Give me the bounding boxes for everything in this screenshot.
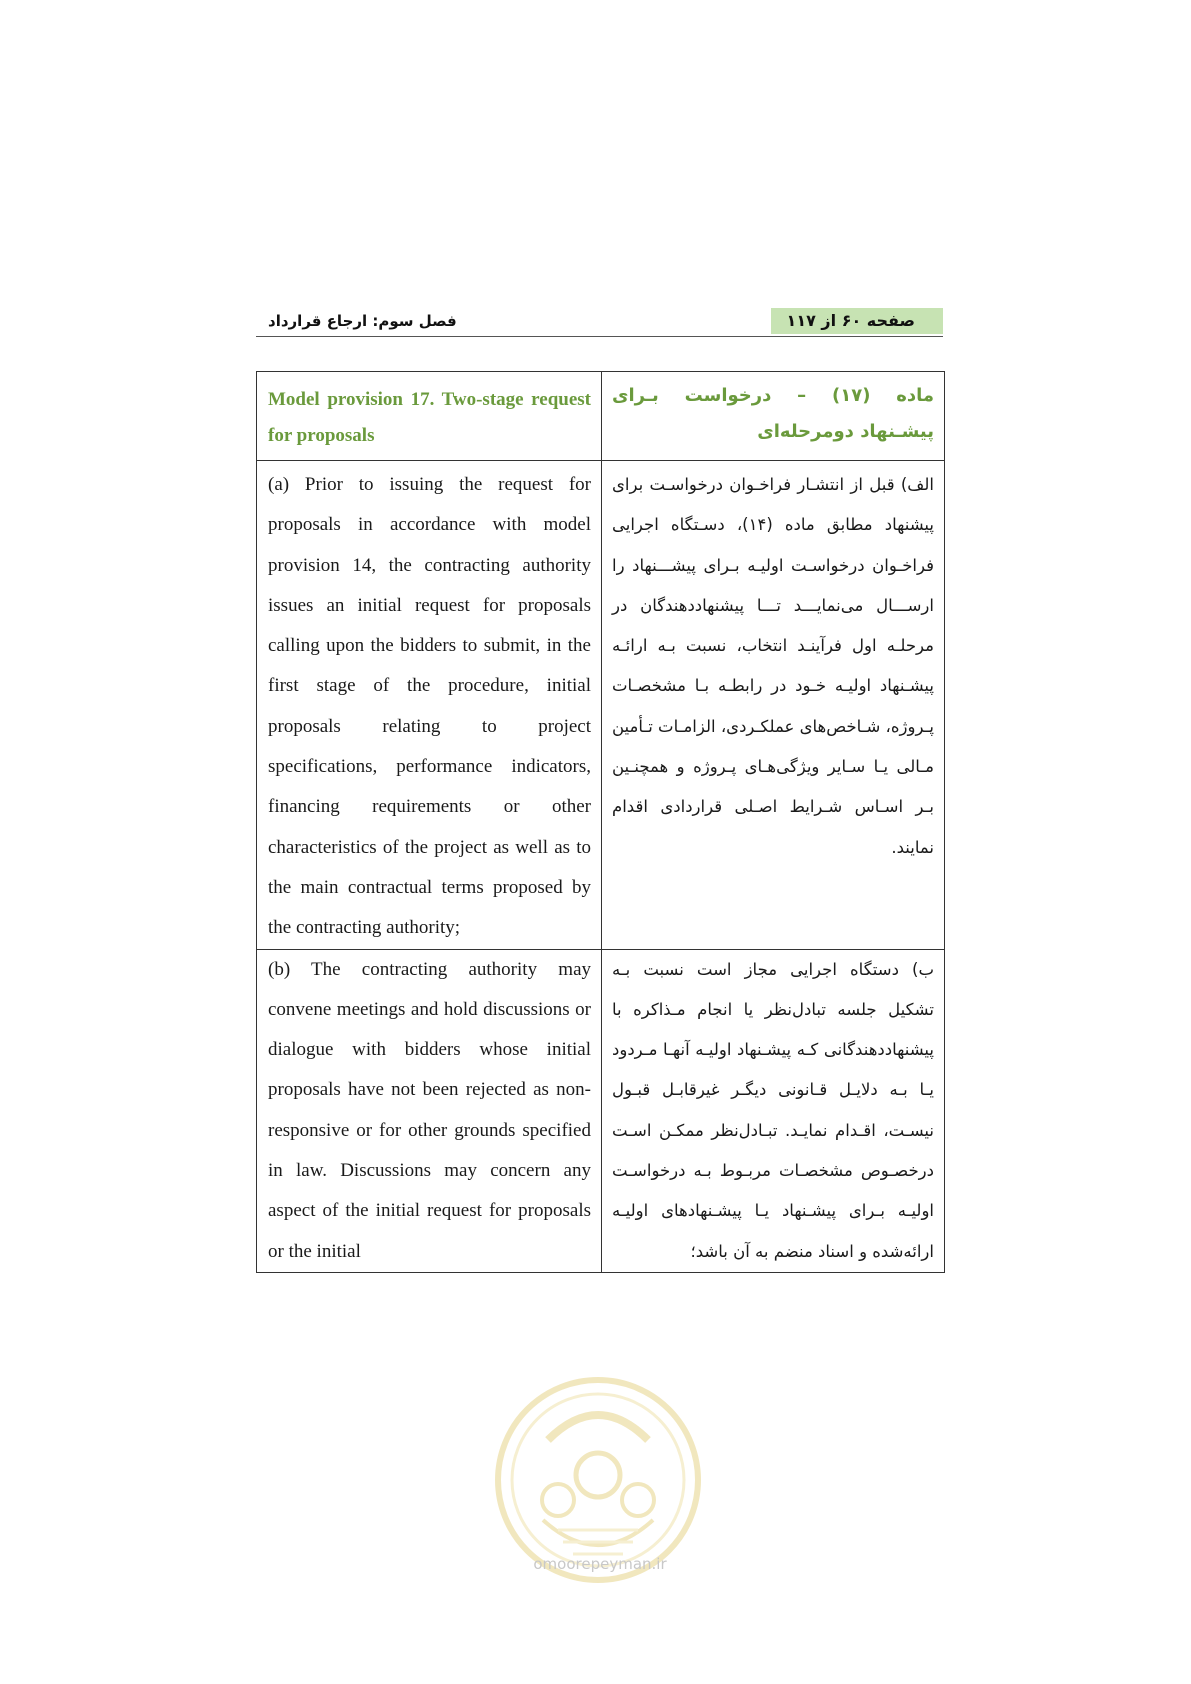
persian-cell: [602, 461, 945, 950]
bilingual-provision-table: [256, 371, 945, 1273]
chapter-title: فصل سوم: ارجاع قرارداد: [268, 312, 457, 330]
english-cell: [257, 461, 602, 950]
persian-paragraph-b: ب) دستگاه اجرایی مجاز است نسبت بـه تشکیل جلسه تبادل‌نظر یا انجام مـذاکره با پیشنهاددهندگانی کـه پیشـنهاد اولیـه آنهـا مـردود یـا بـه دلایـل قـانونی دیگـر غیرقابـل قبـول نیسـت، اقـدام نمایـد. تبـادل‌نظر ممکـن اسـت درخصـوص مشخصـات مربـوط بـه درخواسـت اولیـه بـرای پیشـنهاد یـا پیشـنهادهای اولیـه ارائه‌شده و اسناد منضم به آن باشد؛: [612, 959, 934, 1261]
table-row: [257, 949, 945, 1272]
english-paragraph-b: (b) The contracting authority may convene meetings and hold discussions or dialogue with bidders whose initial proposals have not been rejected as non-responsive or for other grounds specified in law. Discussions may concern any aspect of the initial request for proposals or the initial: [268, 958, 591, 1262]
persian-cell: [602, 949, 945, 1272]
table-heading-row: [257, 372, 945, 461]
english-heading: Model provision 17. Two-stage request for proposals: [268, 389, 591, 446]
table-row: [257, 461, 945, 950]
english-paragraph-a: (a) Prior to issuing the request for proposals in accordance with model provision 14, the contracting authority issues an initial request for proposals calling upon the bidders to submit, in the first stage of the procedure, initial proposals relating to project specifications, performance indicators, financing requirements or other characteristics of the project as well as to the main contractual terms proposed by the contracting authority;: [268, 474, 591, 939]
page-header: [256, 306, 943, 337]
english-cell: [257, 949, 602, 1272]
persian-paragraph-a: الف) قبل از انتشـار فراخـوان درخواسـت برای پیشنهاد مطابق ماده (۱۴)، دسـتگاه اجرایی فراخـوان درخواسـت اولیـه بـرای پیشـــنهاد را ارســـال می‌نمایـــد تـــا پیشنهاددهندگان در مرحلـه اول فرآینـد انتخاب، نسبت بـه ارائـه پیشـنهاد اولیـه خـود در رابطـه بـا مشخصـات پـروژه، شـاخص‌های عملکـردی، الزامـات تـأمین مـالی یـا سـایر ویژگی‌هـای پـروژه و همچنـین بـر اسـاس شـرایط اصـلی قراردادی اقدام نمایند.: [611, 475, 934, 857]
english-heading-cell: [257, 372, 602, 461]
watermark-url: omoorepeyman.ir: [533, 1555, 667, 1573]
page-number-badge: صفحه ۶۰ از ۱۱۷: [771, 308, 943, 334]
persian-heading-cell: [602, 372, 945, 461]
persian-heading: ماده (۱۷) – درخواست بـرای پیشـنهاد دومرحله‌ای: [612, 385, 934, 442]
